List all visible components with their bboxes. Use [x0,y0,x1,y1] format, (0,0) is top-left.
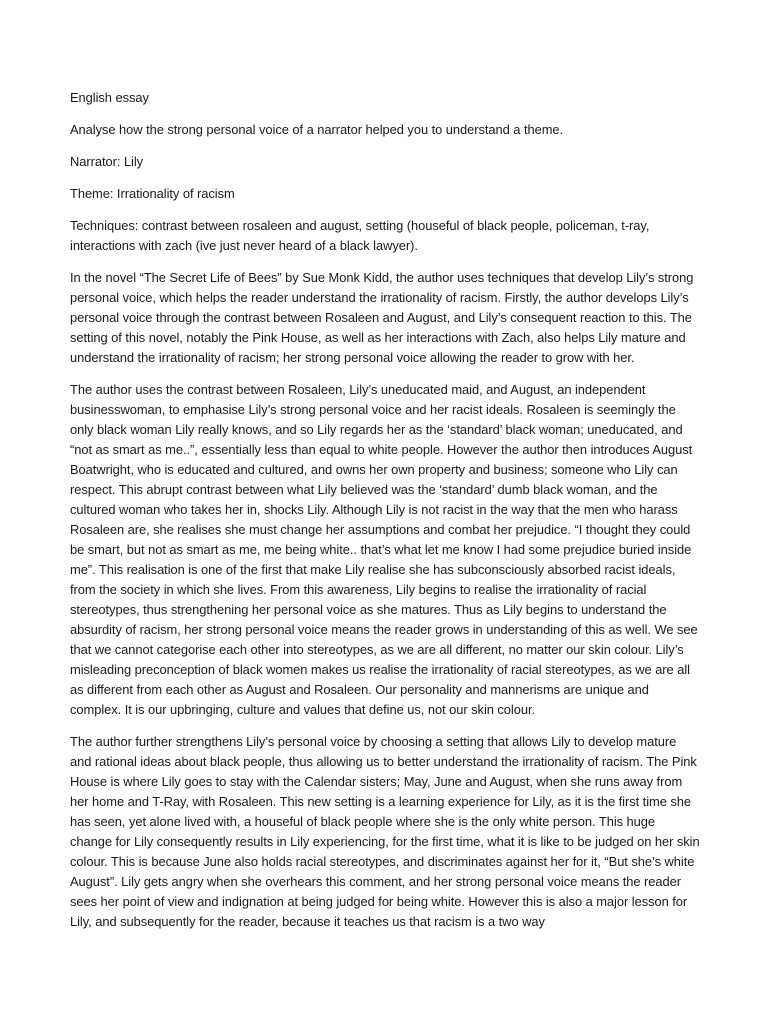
paragraph-setting: The author further strengthens Lily’s personal voice by choosing a setting that allows Lily to develop mature and rational ideas about black people, thus allowing us to better understand the irrationality of racism. The Pink House is where Lily goes to stay with the Calendar sisters; May, June and August, when she runs away from her home and T-Ray, with Rosaleen. This new setting is a learning experience for Lily, as it is the first time she has seen, yet alone lived with, a houseful of black people where she is the only white person. This huge change for Lily consequently results in Lily experiencing, for the first time, what it is like to be judged on her skin colour. This is because June also holds racial stereotypes, and discriminates against her for it, “But she’s white August”. Lily gets angry when she overhears this comment, and her strong personal voice means the reader sees her point of view and indignation at being judged for being white. However this is also a major lesson for Lily, and subsequently for the reader, because it teaches us that racism is a two way [70,734,700,929]
essay-heading: English essay [70,90,149,105]
document-body [70,88,700,944]
narrator-line: Narrator: Lily [70,154,144,169]
theme-line: Theme: Irrationality of racism [70,186,235,201]
paragraph-contrast: The author uses the contrast between Rosaleen, Lily’s uneducated maid, and August, an independent businesswoman, to emphasise Lily’s strong personal voice and her racist ideals. Rosaleen is seemingly the only black woman Lily really knows, and so Lily regards her as the ‘standard’ black woman; uneducated, and “not as smart as me..”, essentially less than equal to white people. However the author then introduces August Boatwright, who is educated and cultured, and owns her own property and business; someone who Lily can respect. This abrupt contrast between what Lily believed was the ‘standard’ dumb black woman, and the cultured woman who takes her in, shocks Lily. Although Lily is not racist in the way that the men who harass Rosaleen are, she realises she must change her assumptions and combat her prejudice. “I thought they could be smart, but not as smart as me, me being white.. that’s what let me know I had some prejudice buried inside me”. This realisation is one of the first that make Lily realise she has subconsciously absorbed racist ideals, from the society in which she lives. From this awareness, Lily begins to realise the irrationality of racial stereotypes, thus strengthening her personal voice as she matures. Thus as Lily begins to understand the absurdity of racism, her strong personal voice means the reader grows in understanding of this as well. We see that we cannot categorise each other into stereotypes, as we are all different, no matter our skin colour. Lily’s misleading preconception of black women makes us realise the irrationality of racial stereotypes, as we are all as different from each other as August and Rosaleen. Our personality and mannerisms are unique and complex. It is our upbringing, culture and values that define us, not our skin colour. [70,382,698,717]
essay-question: Analyse how the strong personal voice of a narrator helped you to understand a theme. [70,122,564,137]
techniques-line: Techniques: contrast between rosaleen and august, setting (houseful of black people, policeman, t-ray, interactions with zach (ive just never heard of a black lawyer). [70,218,650,253]
paragraph-introduction: In the novel “The Secret Life of Bees” by Sue Monk Kidd, the author uses techniques that develop Lily’s strong personal voice, which helps the reader understand the irrationality of racism. Firstly, the author develops Lily’s personal voice through the contrast between Rosaleen and August, and Lily’s consequent reaction to this. The setting of this novel, notably the Pink House, as well as her interactions with Zach, also helps Lily mature and understand the irrationality of racism; her strong personal voice allowing the reader to grow with her. [70,270,694,365]
